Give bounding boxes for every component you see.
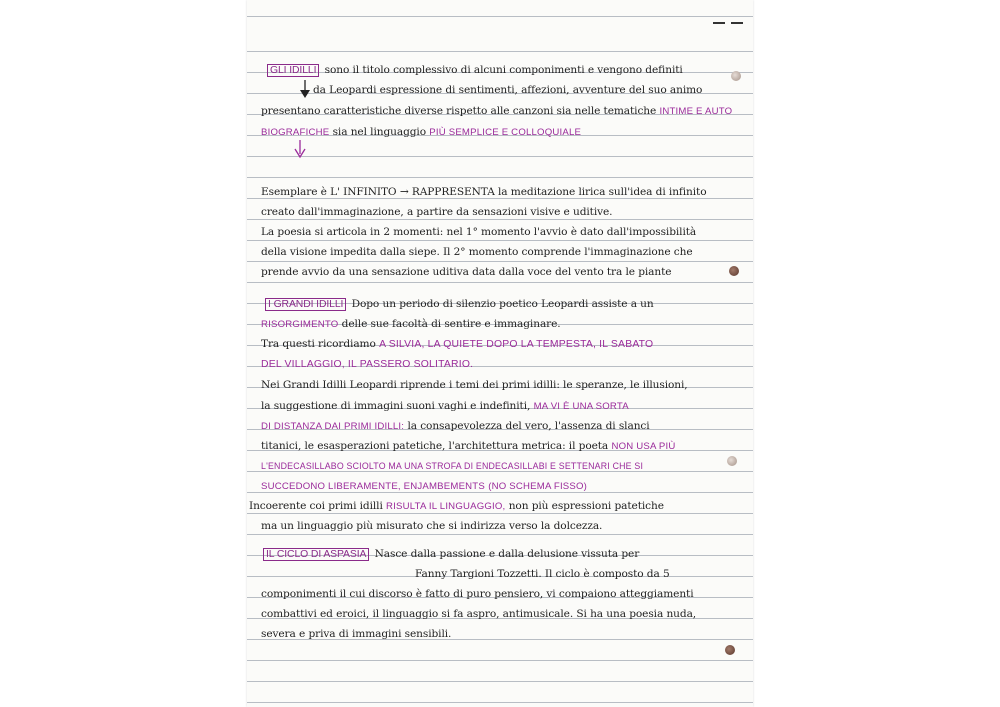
binder-hole	[725, 645, 735, 655]
grandi-idilli-line-7: DI DISTANZA DAI PRIMI IDILLI: la consapevolezza del vero, l'assenza di slanci	[261, 420, 650, 432]
aspasia-line-3: componimenti il cui discorso è fatto di puro pensiero, vi compaiono atteggiamenti	[261, 588, 694, 600]
infinito-line-5: prende avvio da una sensazione uditiva data dalla voce del vento tra le piante	[261, 266, 672, 278]
down-arrow-icon	[294, 140, 306, 160]
binder-hole	[731, 71, 741, 81]
grandi-idilli-line-12: ma un linguaggio più misurato che si indirizza verso la dolcezza.	[261, 520, 603, 532]
grandi-idilli-title: I GRANDI IDILLI	[265, 298, 346, 311]
aspasia-title: IL CICLO DI ASPASIA	[263, 548, 369, 561]
infinito-line-1: Esemplare è L' INFINITO → RAPPRESENTA la meditazione lirica sull'idea di infinito	[261, 186, 707, 198]
grandi-idilli-line-5: Nei Grandi Idilli Leopardi riprende i temi dei primi idilli: le speranze, le illusioni,	[261, 379, 688, 391]
infinito-line-3: La poesia si articola in 2 momenti: nel 1° momento l'avvio è dato dall'impossibilità	[261, 226, 697, 238]
grandi-idilli-line-9: L'ENDECASILLABO SCIOLTO MA UNA STROFA DI ENDECASILLABI E SETTENARI CHE SI	[261, 461, 644, 471]
top-mark	[731, 22, 743, 24]
aspasia-line-1: IL CICLO DI ASPASIA Nasce dalla passione e dalla delusione vissuta per	[263, 544, 753, 564]
grandi-idilli-line-6: la suggestione di immagini suoni vaghi e indefiniti, MA VI È UNA SORTA	[261, 400, 629, 412]
grandi-idilli-line-8: titanici, le esasperazioni patetiche, l'architettura metrica: il poeta NON USA PIÙ	[261, 440, 676, 452]
aspasia-line-4: combattivi ed eroici, il linguaggio si fa aspro, antimusicale. Si ha una poesia nuda,	[261, 608, 697, 620]
top-mark	[713, 22, 725, 24]
infinito-line-2: creato dall'immaginazione, a partire da sensazioni visive e uditive.	[261, 206, 613, 218]
grandi-idilli-line-2: RISORGIMENTO delle sue facoltà di sentire e immaginare.	[261, 318, 561, 330]
grandi-idilli-line-10: SUCCEDONO LIBERAMENTE, ENJAMBEMENTS (NO SCHEMA FISSO)	[261, 481, 588, 492]
binder-hole	[729, 266, 739, 276]
idilli-line-1: GLI IDILLI sono il titolo complessivo di alcuni componimenti e vengono definiti	[267, 60, 753, 80]
idilli-title: GLI IDILLI	[267, 64, 319, 77]
binder-hole	[727, 456, 737, 466]
aspasia-line-5: severa e priva di immagini sensibili.	[261, 628, 452, 640]
grandi-idilli-line-3: Tra questi ricordiamo A SILVIA, LA QUIETE DOPO LA TEMPESTA, IL SABATO	[261, 338, 654, 350]
aspasia-line-2: Fanny Targioni Tozzetti. Il ciclo è composto da 5	[415, 568, 670, 580]
down-arrow-icon	[299, 80, 311, 100]
grandi-idilli-line-11: Incoerente coi primi idilli RISULTA IL LINGUAGGIO, non più espressioni patetiche	[249, 500, 664, 512]
infinito-line-4: della visione impedita dalla siepe. Il 2° momento comprende l'immaginazione che	[261, 246, 693, 258]
grandi-idilli-line-1: I GRANDI IDILLI Dopo un periodo di silenzio poetico Leopardi assiste a un	[265, 294, 753, 314]
notebook-page	[247, 0, 753, 707]
grandi-idilli-line-4: DEL VILLAGGIO, IL PASSERO SOLITARIO.	[261, 359, 474, 370]
idilli-line-4: BIOGRAFICHE sia nel linguaggio PIÙ SEMPLICE E COLLOQUIALE	[261, 126, 582, 138]
idilli-line-2: da Leopardi espressione di sentimenti, affezioni, avventure del suo animo	[313, 84, 703, 96]
idilli-line-3: presentano caratteristiche diverse rispetto alle canzoni sia nelle tematiche INTIME E AUTO	[261, 105, 733, 117]
